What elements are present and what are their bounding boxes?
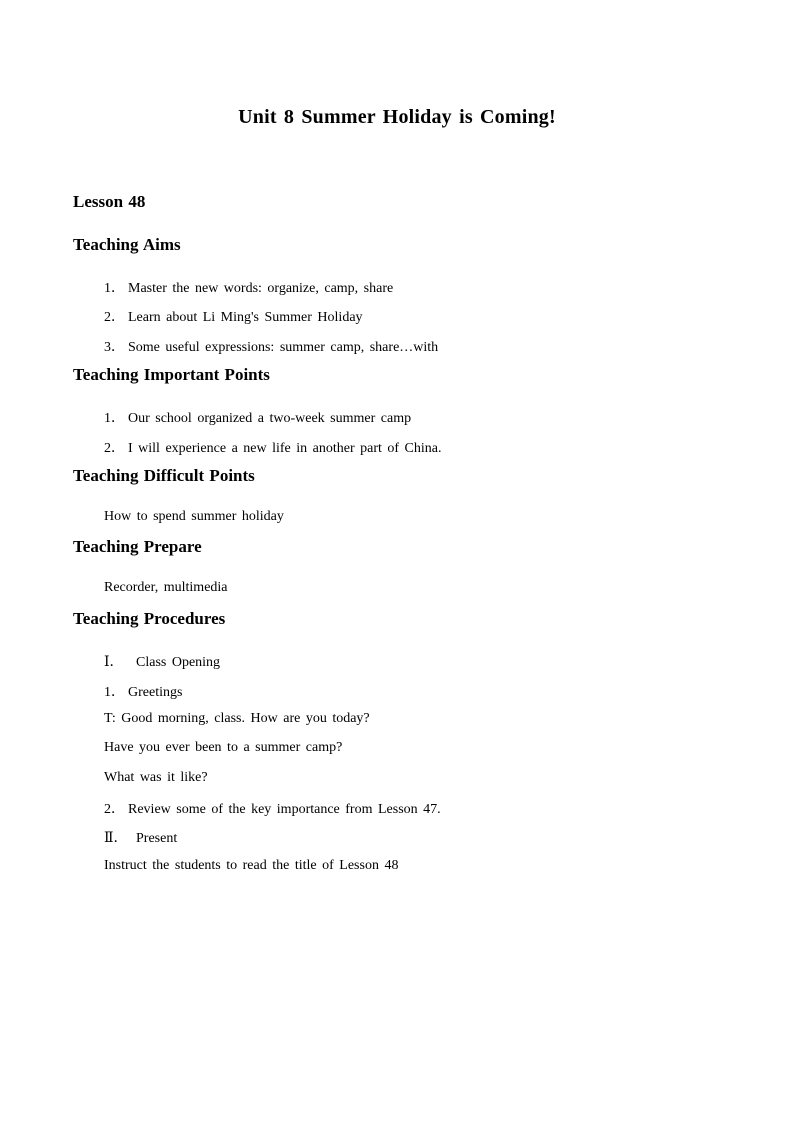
part-text: Class Opening	[136, 655, 221, 670]
procedure-line: T: Good morning, class. How are you today?	[104, 711, 370, 726]
procedure-step	[104, 681, 182, 701]
item-number: 1．	[104, 411, 125, 426]
difficult-text: How to spend summer holiday	[104, 509, 284, 524]
aims-item	[104, 277, 393, 297]
difficult-points-heading: Teaching Difficult Points	[73, 466, 255, 485]
item-text: Master the new words: organize, camp, share	[128, 281, 394, 296]
aims-item	[104, 306, 363, 326]
document-title: Unit 8 Summer Holiday is Coming!	[238, 106, 556, 128]
item-number: 3．	[104, 340, 125, 355]
item-text: Some useful expressions: summer camp, share…with	[128, 340, 439, 355]
part-text: Present	[136, 831, 178, 846]
procedure-part	[104, 651, 220, 671]
step-text: Review some of the key importance from Lesson 47.	[128, 802, 441, 817]
lesson-heading: Lesson 48	[73, 192, 146, 211]
procedure-step	[104, 798, 441, 818]
procedure-part	[104, 827, 177, 847]
step-text: Greetings	[128, 685, 183, 700]
important-item	[104, 437, 442, 457]
important-points-heading: Teaching Important Points	[73, 365, 270, 384]
prepare-heading: Teaching Prepare	[73, 537, 202, 556]
item-number: 2．	[104, 310, 125, 325]
part-number: Ⅱ．	[104, 831, 128, 846]
procedure-line: Have you ever been to a summer camp?	[104, 740, 343, 755]
aims-heading: Teaching Aims	[73, 235, 181, 254]
item-number: 2．	[104, 441, 125, 456]
step-number: 1．	[104, 685, 125, 700]
aims-item	[104, 336, 438, 356]
part-number: Ⅰ．	[104, 655, 124, 670]
important-item	[104, 407, 411, 427]
procedures-heading: Teaching Procedures	[73, 609, 226, 628]
procedure-line: Instruct the students to read the title of Lesson 48	[104, 858, 399, 873]
item-number: 1．	[104, 281, 125, 296]
procedure-line: What was it like?	[104, 770, 208, 785]
step-number: 2．	[104, 802, 125, 817]
item-text: I will experience a new life in another part of China.	[128, 441, 442, 456]
prepare-text: Recorder, multimedia	[104, 580, 228, 595]
item-text: Our school organized a two-week summer camp	[128, 411, 412, 426]
item-text: Learn about Li Ming's Summer Holiday	[128, 310, 363, 325]
